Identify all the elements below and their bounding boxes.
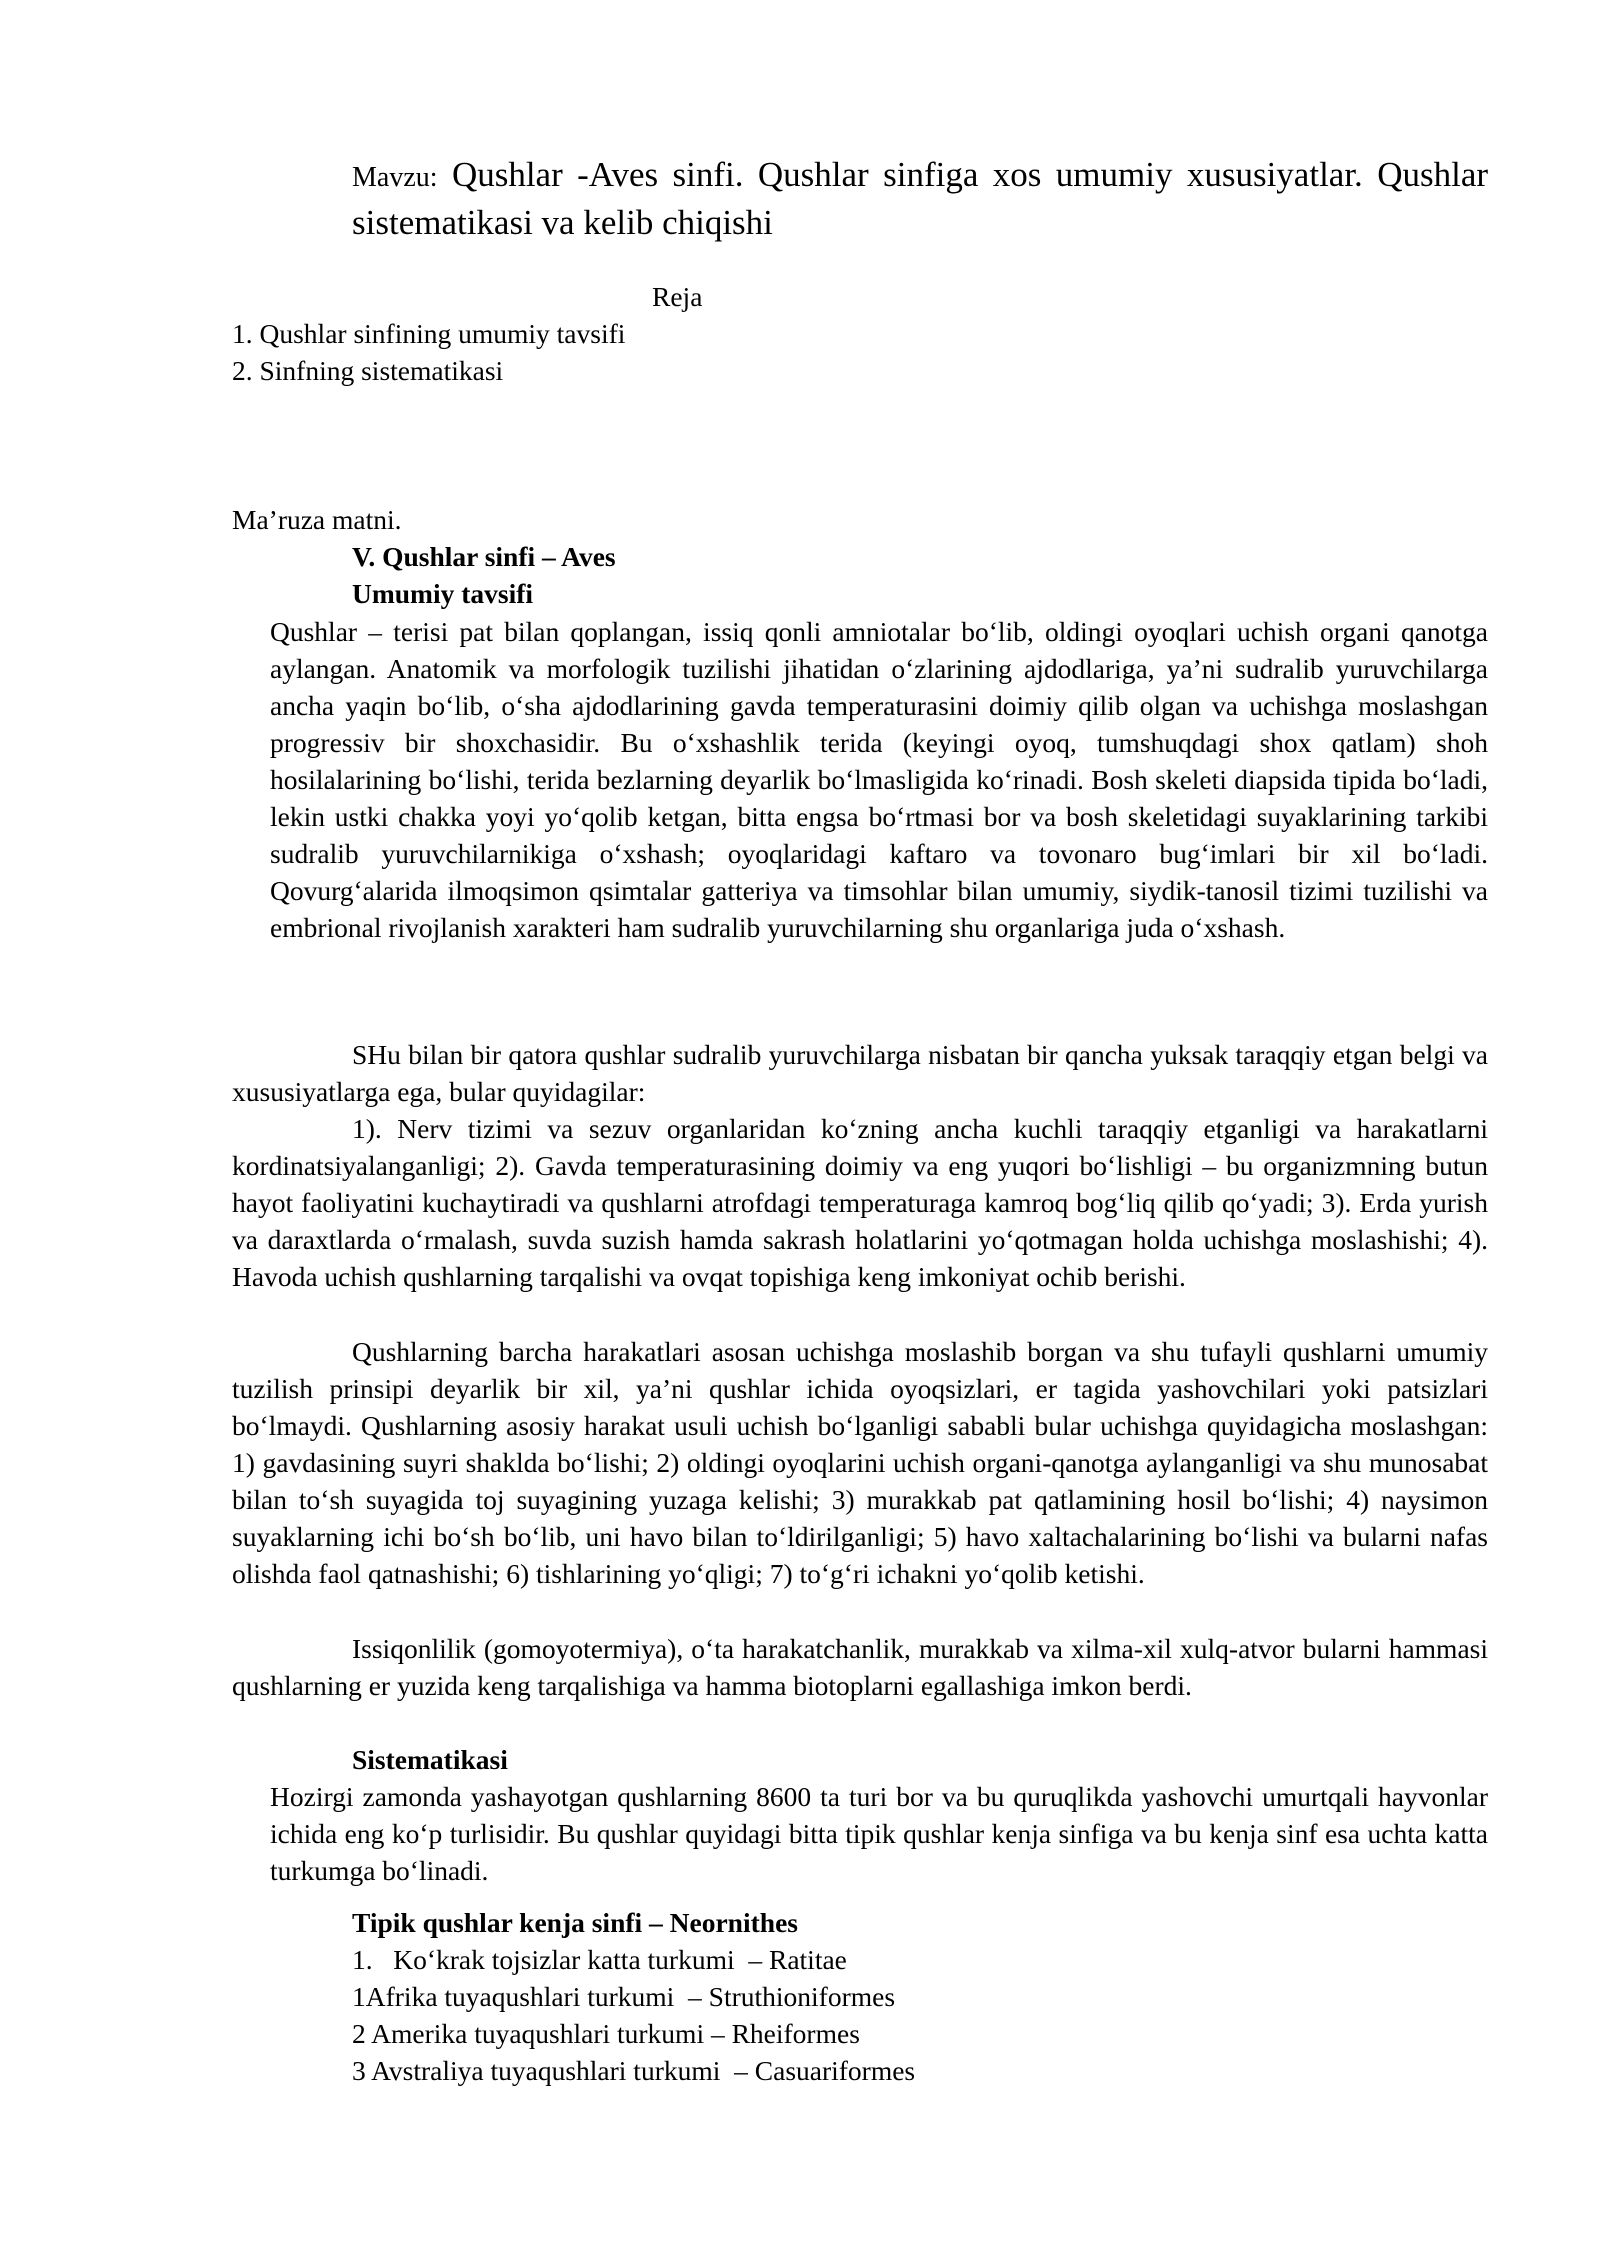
plan-list [232,315,625,389]
paragraph-flight-text: Qushlarning barcha harakatlari asosan uchishga moslashib borgan va shu tufayli qushlarni umumiy tuzilish prinsipi deyarlik bir xil, ya’ni qushlar ichida oyoqsizlari, er tagida yashovchilari yoki patsizlari bo‘lmaydi. Qushlarning asosiy harakat usuli uchish bo‘lganligi sababli bular uchishga quyidagicha moslashgan: 1) gavdasining suyri shaklda bo‘lishi; 2) oldingi oyoqlarini uchish organi-qanotga aylanganligi va shu munosabat bilan to‘sh suyagida toj suyagining yuzaga kelishi; 3) murakkab pat qatlamining hosil bo‘lishi; 4) naysimon suyaklarning ichi bo‘sh bo‘lib, uni havo bilan to‘ldirilganligi; 5) havo xaltachalarining bo‘lishi va bularni nafas olishda faol qatnashishi; 6) tishlarining yo‘qligi; 7) to‘g‘ri ichakni yo‘qolib ketishi. [232,1336,1488,1589]
taxonomy-item: 1Afrika tuyaqushlari turkumi – Struthioniformes [352,1981,896,2012]
taxonomy-item: 2 Amerika tuyaqushlari turkumi – Rheiformes [352,2018,860,2049]
paragraph-systematics: Hozirgi zamonda yashayotgan qushlarning 8600 ta turi bor va bu quruqlikda yashovchi umurtqali hayvonlar ichida eng ko‘p turlisidir. Bu qushlar quyidagi bitta tipik qushlar kenja sinfiga va bu kenja sinf esa uchta katta turkumga bo‘linadi. [270,1781,1488,1886]
taxonomy-list [352,1941,915,2089]
paragraph-advanced [232,1036,1488,1110]
section-heading: V. Qushlar sinfi – Aves [352,541,616,572]
paragraph-homeothermy [232,1630,1488,1704]
taxonomy-item: 1. Ko‘krak tojsizlar katta turkumi – Ratitae [352,1944,847,1975]
title-prefix: Mavzu: [352,162,438,193]
paragraph-flight [232,1333,1488,1592]
paragraph-advanced-text: SHu bilan bir qatora qushlar sudralib yuruvchilarga nisbatan bir qancha yuksak taraqqiy etgan belgi va xususiyatlarga ega, bular quyidagilar: [232,1039,1488,1107]
subsection-heading-systematics: Sistematikasi [352,1744,508,1775]
document-title [352,152,1488,245]
plan-item: 2. Sinfning sistematikasi [232,355,504,386]
subsection-heading-general: Umumiy tavsifi [352,578,534,609]
taxonomy-item: 3 Avstraliya tuyaqushlari turkumi – Casuariformes [352,2055,916,2086]
subclass-heading: Tipik qushlar kenja sinfi – Neornithes [352,1907,798,1938]
lecture-label: Ma’ruza matni. [232,504,402,535]
paragraph-features-text: 1). Nerv tizimi va sezuv organlaridan ko‘zning ancha kuchli taraqqiy etganligi va harakatlarni kordinatsiyalanganligi; 2). Gavda temperaturasining doimiy va eng yuqori bo‘lishligi – bu organizmning butun hayot faoliyatini kuchaytiradi va qushlarni atrofdagi temperaturaga kamroq bog‘liq qilib qo‘yadi; 3). Erda yurish va daraxtlarda o‘rmalash, suvda suzish hamda sakrash holatlarini yo‘qotmagan holda uchishga moslashishi; 4). Havoda uchish qushlarning tarqalishi va ovqat topishiga keng imkoniyat ochib berishi. [232,1113,1488,1292]
paragraph-features [232,1110,1488,1295]
plan-item: 1. Qushlar sinfining umumiy tavsifi [232,318,626,349]
paragraph-homeothermy-text: Issiqonlilik (gomoyotermiya), o‘ta harakatchanlik, murakkab va xilma-xil xulq-atvor bularni hammasi qushlarning er yuzida keng tarqalishiga va hamma biotoplarni egallashiga imkon berdi. [232,1633,1488,1701]
title-text: Qushlar -Aves sinfi. Qushlar sinfiga xos umumiy xususiyatlar. Qushlar sistematikasi va kelib chiqishi [352,155,1489,242]
plan-heading: Reja [652,281,703,312]
paragraph-general: Qushlar – terisi pat bilan qoplangan, issiq qonli amniotalar bo‘lib, oldingi oyoqlari uchish organi qanotga aylangan. Anatomik va morfologik tuzilishi jihatidan o‘zlarining ajdodlariga, ya’ni sudralib yuruvchilarga ancha yaqin bo‘lib, o‘sha ajdodlarining gavda temperaturasini doimiy qilib olgan va uchishga moslashgan progressiv bir shoxchasidir. Bu o‘xshashlik terida (keyingi oyoq, tumshuqdagi shox qatlam) shoh hosilalarining bo‘lishi, terida bezlarning deyarlik bo‘lmasligida ko‘rinadi. Bosh skeleti diapsida tipida bo‘ladi, lekin ustki chakka yoyi yo‘qolib ketgan, bitta engsa bo‘rtmasi bor va bosh skeletidagi suyaklarining tarkibi sudralib yuruvchilarnikiga o‘xshash; oyoqlaridagi kaftaro va tovonaro bug‘imlari bir xil bo‘ladi. Qovurg‘alarida ilmoqsimon qsimtalar gatteriya va timsohlar bilan umumiy, siydik-tanosil tizimi tuzilishi va embrional rivojlanish xarakteri ham sudralib yuruvchilarning shu organlariga juda o‘xshash. [270,616,1488,943]
